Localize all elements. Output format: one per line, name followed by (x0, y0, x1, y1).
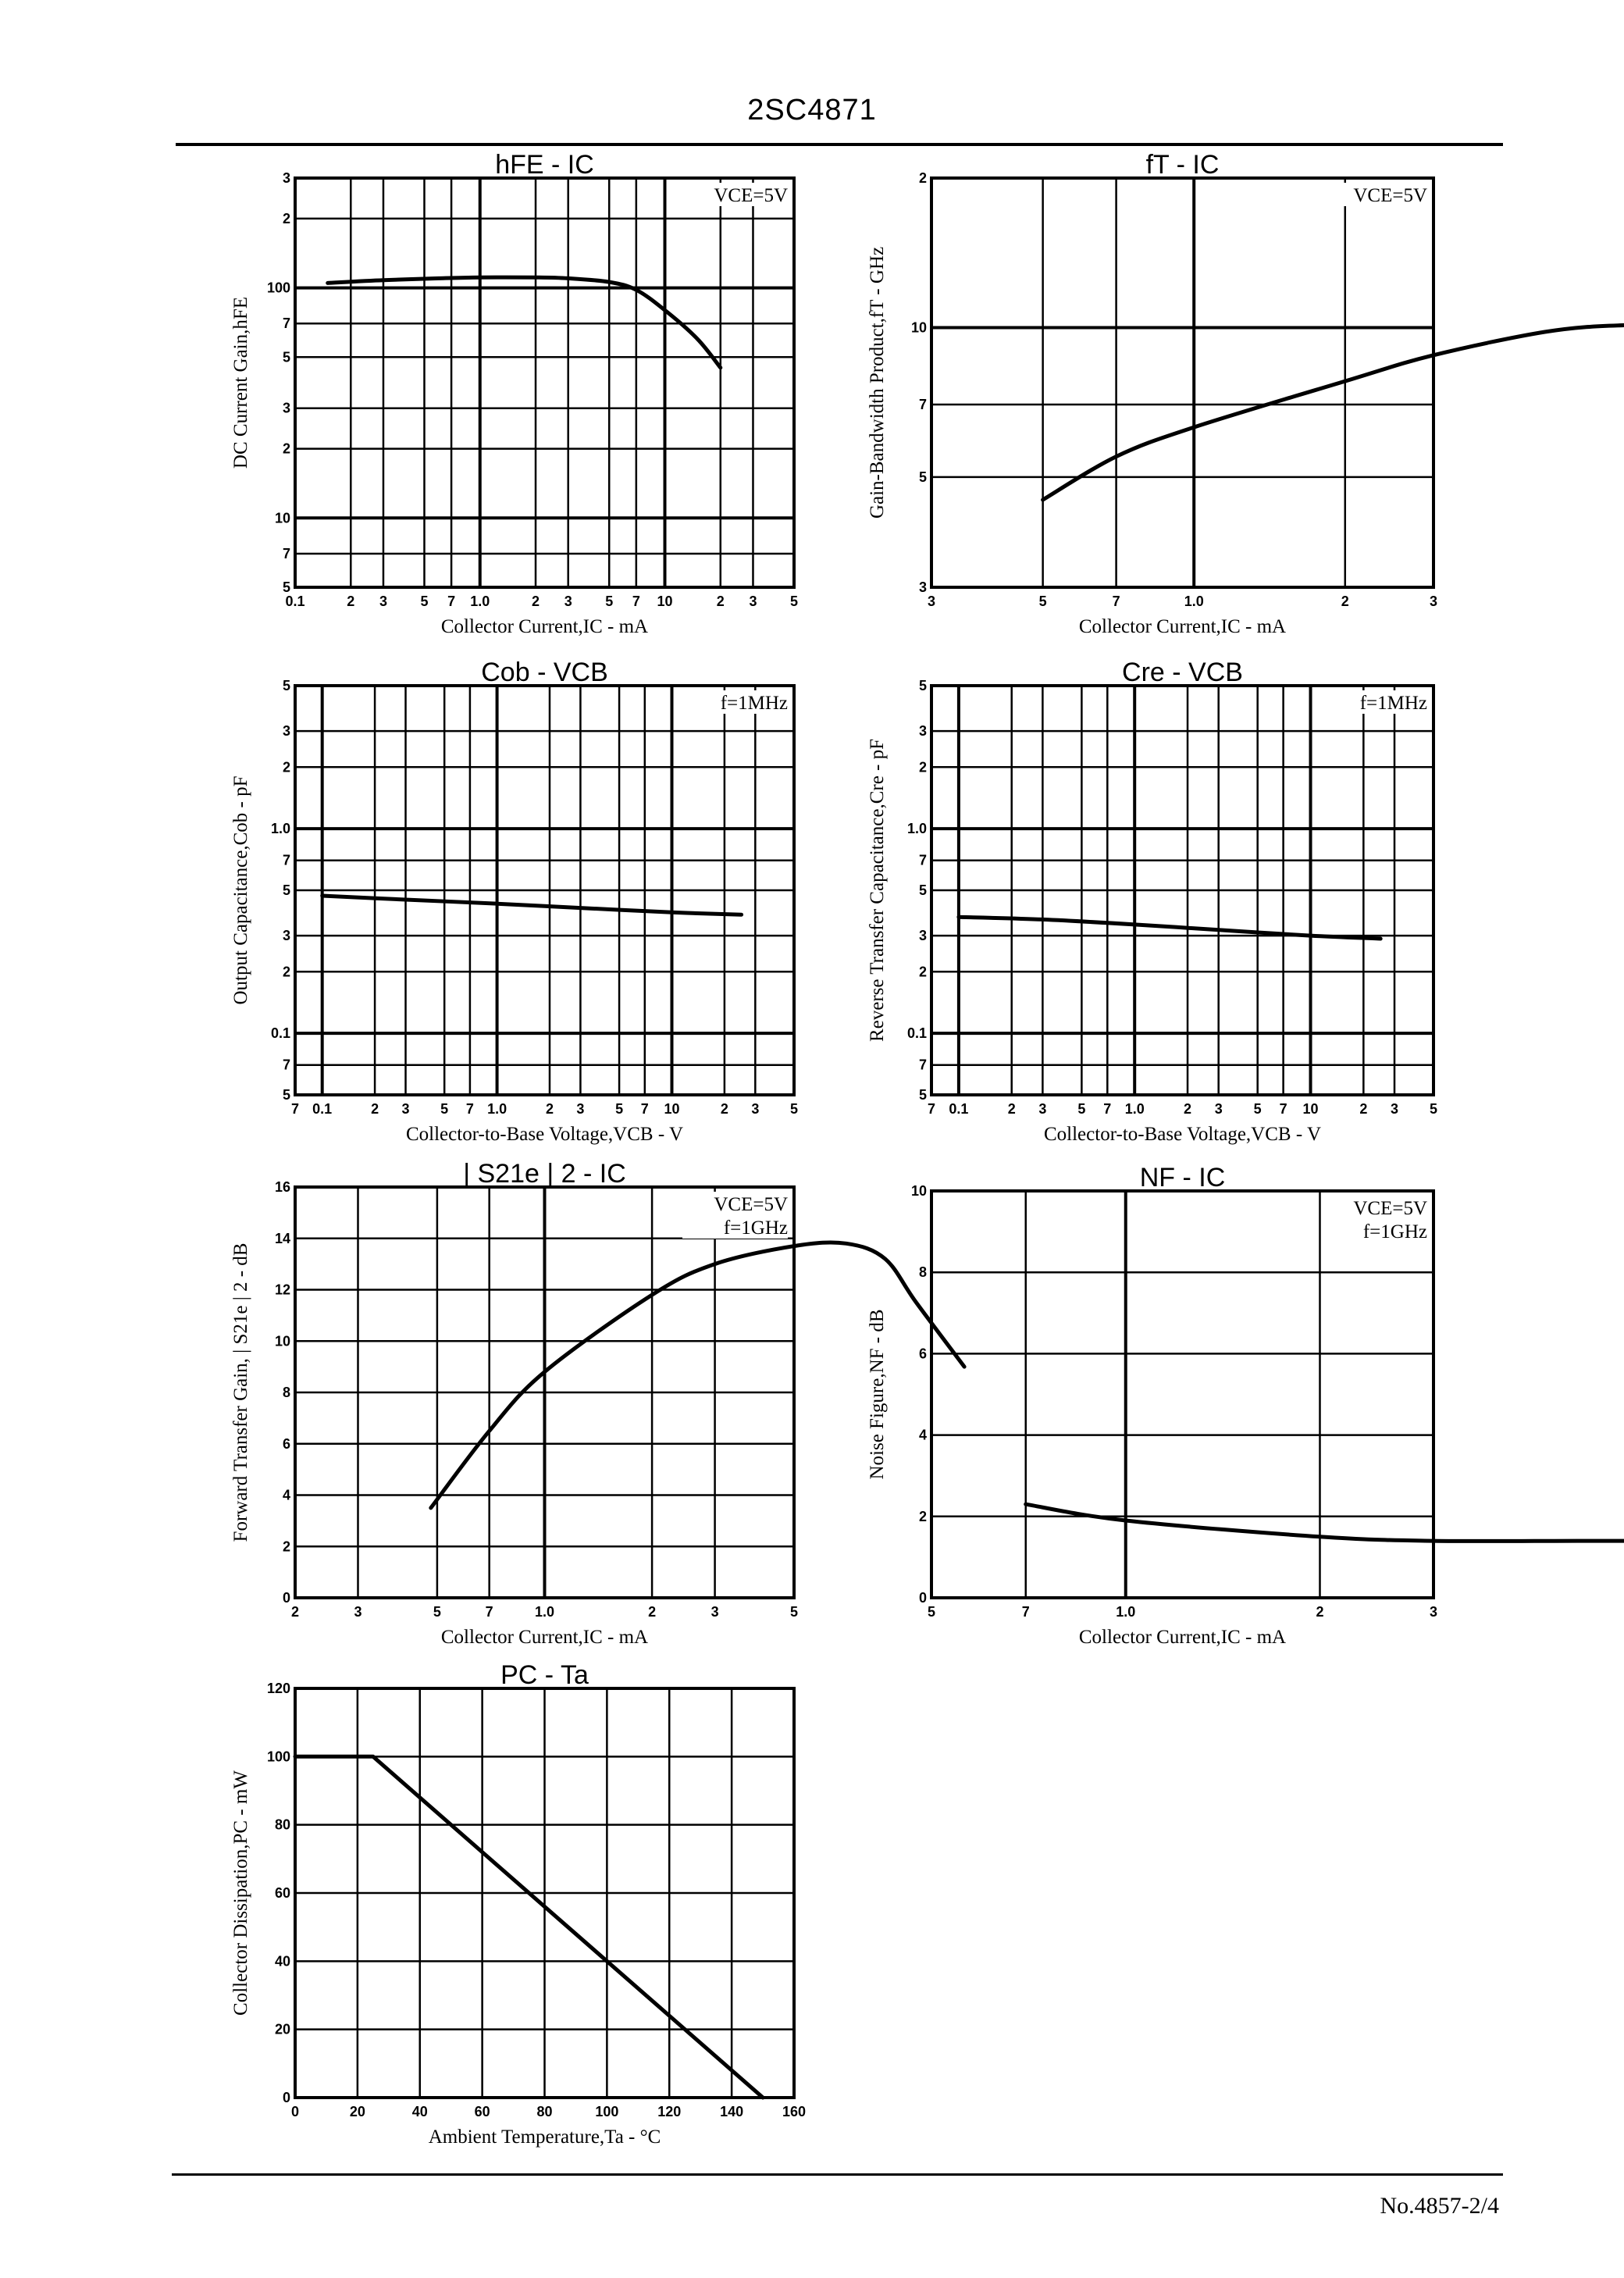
y-tick-label: 7 (282, 1057, 290, 1073)
y-tick-label: 7 (918, 396, 927, 412)
x-tick-label: 7 (447, 594, 456, 609)
chart-annotation: f=1MHz (720, 693, 788, 714)
x-axis-label: Collector-to-Base Voltage,VCB - V (405, 1124, 684, 1145)
y-tick-label: 5 (282, 349, 290, 365)
chart-annotation: VCE=5V (714, 185, 788, 206)
x-tick-label: 0.1 (285, 594, 305, 609)
y-axis-label: Output Capacitance,Cob - pF (230, 775, 251, 1005)
y-tick-label: 5 (282, 579, 290, 595)
x-tick-label: 60 (474, 2104, 490, 2119)
y-tick-label: 3 (282, 400, 290, 416)
y-tick-label: 8 (282, 1385, 290, 1400)
x-tick-label: 3 (564, 594, 572, 609)
x-tick-label: 5 (1077, 1101, 1086, 1117)
y-tick-label: 6 (282, 1435, 290, 1452)
x-tick-label: 7 (1112, 594, 1120, 609)
x-tick-label: 3 (749, 594, 757, 609)
plot-frame (931, 1191, 1433, 1598)
x-tick-label: 1.0 (1124, 1101, 1145, 1117)
x-tick-label: 3 (751, 1101, 760, 1117)
x-tick-label: 5 (789, 1101, 799, 1117)
y-tick-label: 10 (274, 1333, 290, 1349)
y-tick-label: 5 (282, 1087, 290, 1103)
x-tick-label: 7 (1103, 1101, 1112, 1117)
y-tick-label: 6 (918, 1346, 927, 1362)
plot-frame (295, 178, 794, 587)
y-tick-label: 3 (918, 723, 927, 740)
y-tick-label: 16 (274, 1179, 290, 1195)
bottom-rule (172, 2173, 1503, 2176)
chart-s21-ic (230, 1159, 964, 1648)
x-tick-label: 7 (1021, 1604, 1030, 1620)
x-tick-label: 3 (379, 594, 387, 609)
y-tick-label: 100 (266, 280, 290, 296)
x-tick-label: 160 (782, 2104, 807, 2119)
x-tick-label: 10 (664, 1101, 680, 1117)
y-tick-label: 8 (918, 1264, 927, 1281)
y-tick-label: 5 (918, 469, 927, 485)
y-tick-label: 3 (282, 723, 290, 740)
chart-annotation: VCE=5V (1353, 185, 1427, 206)
y-tick-label: 2 (918, 1508, 927, 1524)
x-tick-label: 2 (532, 594, 540, 609)
series-line-cob-vcb (322, 896, 742, 914)
y-tick-label: 10 (274, 510, 290, 526)
y-tick-label: 7 (918, 852, 927, 868)
chart-title: Cob - VCB (481, 658, 608, 687)
chart-title: NF - IC (1139, 1163, 1226, 1192)
x-tick-label: 2 (371, 1101, 379, 1117)
y-tick-label: 2 (282, 440, 290, 457)
x-tick-label: 3 (576, 1101, 585, 1117)
chart-title: Cre - VCB (1122, 658, 1243, 687)
x-tick-label: 1.0 (534, 1604, 555, 1620)
y-tick-label: 2 (918, 964, 927, 980)
x-tick-label: 20 (349, 2104, 365, 2119)
y-tick-label: 2 (282, 210, 290, 226)
page-title: 2SC4871 (747, 94, 877, 127)
x-axis-label: Collector Current,IC - mA (1078, 1627, 1287, 1648)
chart-annotation: VCE=5V (1353, 1198, 1427, 1219)
x-tick-label: 3 (1214, 1101, 1223, 1117)
x-tick-label: 10 (657, 594, 673, 609)
x-tick-label: 5 (1429, 1101, 1438, 1117)
x-tick-label: 5 (1038, 594, 1047, 609)
y-tick-label: 7 (282, 545, 290, 561)
chart-ft-ic (867, 150, 1624, 637)
y-tick-label: 5 (282, 678, 290, 693)
x-tick-label: 5 (1253, 1101, 1262, 1117)
y-tick-label: 100 (266, 1749, 290, 1765)
y-tick-label: 1.0 (906, 821, 927, 837)
y-axis-label: DC Current Gain,hFE (230, 296, 251, 469)
x-tick-label: 5 (440, 1101, 449, 1117)
x-tick-label: 7 (632, 594, 640, 609)
chart-title: | S21e | 2 - IC (463, 1159, 626, 1189)
x-tick-label: 5 (420, 594, 429, 609)
chart-cob-vcb (230, 658, 798, 1145)
series-line-hfe-ic (328, 277, 721, 368)
x-tick-label: 140 (720, 2104, 744, 2119)
x-tick-label: 3 (1038, 1101, 1047, 1117)
x-tick-label: 0 (290, 2104, 300, 2119)
x-tick-label: 7 (290, 1101, 300, 1117)
y-tick-label: 2 (918, 759, 927, 775)
x-tick-label: 7 (640, 1101, 649, 1117)
y-tick-label: 12 (274, 1282, 290, 1298)
x-tick-label: 100 (595, 2104, 619, 2119)
x-tick-label: 2 (1341, 594, 1349, 609)
y-tick-label: 10 (910, 1183, 927, 1199)
y-tick-label: 2 (918, 170, 927, 186)
y-tick-label: 7 (282, 315, 290, 332)
chart-annotation: f=1GHz (723, 1217, 788, 1239)
y-tick-label: 5 (918, 882, 927, 898)
x-axis-label: Collector Current,IC - mA (440, 616, 649, 637)
x-tick-label: 3 (1391, 1101, 1399, 1117)
x-tick-label: 2 (716, 594, 725, 609)
x-tick-label: 7 (1279, 1101, 1287, 1117)
y-tick-label: 80 (274, 1816, 290, 1833)
y-tick-label: 0 (282, 2090, 290, 2105)
y-tick-label: 4 (918, 1427, 927, 1443)
y-tick-label: 14 (274, 1230, 290, 1246)
x-tick-label: 1.0 (487, 1101, 508, 1117)
x-tick-label: 2 (1184, 1101, 1192, 1117)
y-tick-label: 5 (282, 882, 290, 898)
y-tick-label: 2 (282, 1538, 290, 1555)
y-tick-label: 3 (918, 928, 927, 944)
chart-annotation: VCE=5V (714, 1194, 788, 1215)
y-axis-label: Collector Dissipation,PC - mW (230, 1770, 251, 2016)
x-tick-label: 80 (536, 2104, 553, 2119)
x-tick-label: 3 (1429, 594, 1438, 609)
y-axis-label: Reverse Transfer Capacitance,Cre - pF (867, 738, 888, 1043)
x-tick-label: 2 (290, 1604, 300, 1620)
series-line-nf-ic (1026, 1456, 1624, 1542)
x-axis-label: Ambient Temperature,Ta - °C (428, 2126, 661, 2148)
x-tick-label: 2 (1007, 1101, 1016, 1117)
y-tick-label: 10 (910, 319, 927, 336)
x-axis-label: Collector Current,IC - mA (1078, 616, 1287, 637)
x-tick-label: 5 (789, 594, 799, 609)
x-tick-label: 1.0 (1184, 594, 1204, 609)
y-axis-label: Noise Figure,NF - dB (867, 1309, 888, 1480)
chart-title: PC - Ta (500, 1660, 589, 1690)
x-tick-label: 2 (545, 1101, 554, 1117)
x-tick-label: 7 (485, 1604, 493, 1620)
x-tick-label: 2 (347, 594, 355, 609)
x-tick-label: 0.1 (949, 1101, 969, 1117)
footer-doc-number: No.4857-2/4 (1380, 2193, 1499, 2219)
x-tick-label: 3 (354, 1604, 362, 1620)
y-tick-label: 4 (282, 1487, 290, 1503)
x-tick-label: 40 (411, 2104, 428, 2119)
x-tick-label: 3 (710, 1604, 719, 1620)
x-tick-label: 3 (927, 594, 936, 609)
series-line-pc-ta (295, 1756, 763, 2098)
x-tick-label: 3 (1429, 1604, 1438, 1620)
chart-pc-ta (230, 1660, 806, 2148)
y-tick-label: 0 (918, 1590, 927, 1606)
x-tick-label: 10 (1302, 1101, 1319, 1117)
series-line-ft-ic (1043, 325, 1624, 567)
y-tick-label: 7 (918, 1057, 927, 1073)
x-tick-label: 5 (927, 1604, 936, 1620)
chart-hfe-ic (230, 150, 798, 637)
y-tick-label: 5 (918, 1087, 927, 1103)
y-tick-label: 3 (918, 579, 927, 595)
y-tick-label: 3 (282, 928, 290, 944)
y-tick-label: 60 (274, 1885, 290, 1901)
x-tick-label: 7 (465, 1101, 474, 1117)
x-tick-label: 5 (605, 594, 614, 609)
y-tick-label: 3 (282, 170, 290, 186)
y-axis-label: Forward Transfer Gain, | S21e | 2 - dB (230, 1242, 251, 1542)
chart-title: hFE - IC (495, 150, 594, 180)
x-tick-label: 2 (1359, 1101, 1368, 1117)
plot-frame (931, 178, 1433, 587)
x-tick-label: 2 (648, 1604, 657, 1620)
x-tick-label: 2 (720, 1101, 728, 1117)
y-tick-label: 2 (282, 759, 290, 775)
y-tick-label: 0.1 (270, 1025, 290, 1042)
x-tick-label: 0.1 (312, 1101, 333, 1117)
x-axis-label: Collector-to-Base Voltage,VCB - V (1043, 1124, 1322, 1145)
x-tick-label: 7 (927, 1101, 936, 1117)
x-tick-label: 5 (433, 1604, 441, 1620)
y-tick-label: 1.0 (270, 821, 290, 837)
chart-nf-ic (867, 1163, 1624, 1648)
chart-annotation: f=1MHz (1359, 693, 1427, 714)
y-tick-label: 5 (918, 678, 927, 693)
y-tick-label: 20 (274, 2021, 290, 2037)
y-tick-label: 7 (282, 852, 290, 868)
x-tick-label: 3 (401, 1101, 410, 1117)
x-tick-label: 120 (657, 2104, 682, 2119)
x-tick-label: 1.0 (470, 594, 490, 609)
y-tick-label: 2 (282, 964, 290, 980)
y-axis-label: Gain-Bandwidth Product,fT - GHz (867, 246, 888, 519)
y-tick-label: 120 (266, 1681, 290, 1696)
x-tick-label: 5 (615, 1101, 624, 1117)
chart-title: fT - IC (1145, 150, 1220, 180)
x-axis-label: Collector Current,IC - mA (440, 1627, 649, 1648)
x-tick-label: 2 (1316, 1604, 1324, 1620)
x-tick-label: 1.0 (1116, 1604, 1136, 1620)
chart-annotation: f=1GHz (1362, 1221, 1427, 1242)
y-tick-label: 0.1 (906, 1025, 927, 1042)
y-tick-label: 0 (282, 1590, 290, 1606)
chart-cre-vcb (867, 658, 1437, 1145)
y-tick-label: 40 (274, 1953, 290, 1970)
x-tick-label: 5 (789, 1604, 799, 1620)
